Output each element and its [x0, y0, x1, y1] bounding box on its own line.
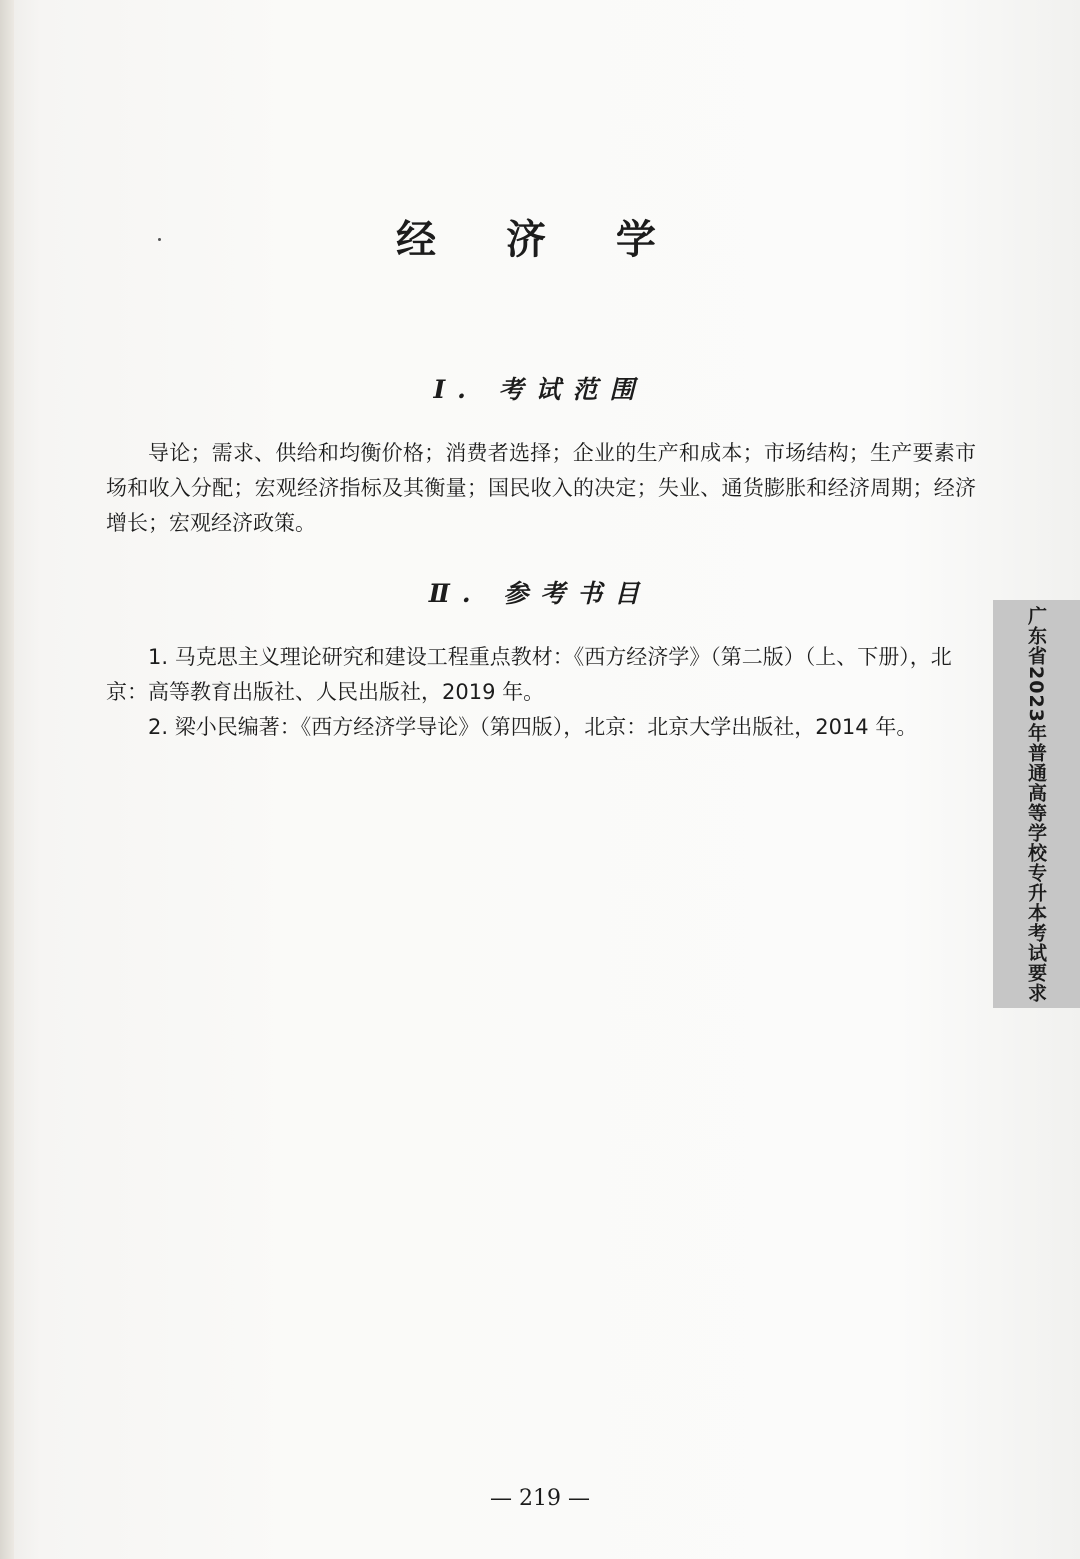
- scope-paragraph: 导论；需求、供给和均衡价格；消费者选择；企业的生产和成本；市场结构；生产要素市场和收入分配；宏观经济指标及其衡量；国民收入的决定；失业、通货膨胀和经济周期；经济增长；宏观经济政策。: [106, 441, 976, 535]
- side-tab-label: 广东省2023年普通高等学校专升本考试要求: [1025, 605, 1047, 1003]
- page-title: 经 济 学: [396, 217, 684, 263]
- reference-item: 2. 梁小民编著：《西方经济学导论》（第四版），北京：北京大学出版社，2014 年。: [148, 715, 918, 739]
- section-heading-scope: Ⅰ. 考试范围: [433, 375, 647, 404]
- section-heading-references: Ⅱ. 参考书目: [428, 579, 652, 608]
- page-number: — 219 —: [490, 1486, 590, 1511]
- reference-item: 1. 马克思主义理论研究和建设工程重点教材：《西方经济学》（第二版）（上、下册），北京：高等教育出版社、人民出版社，2019 年。: [106, 645, 952, 704]
- reference-list: [106, 640, 976, 745]
- side-tab: [993, 600, 1080, 1008]
